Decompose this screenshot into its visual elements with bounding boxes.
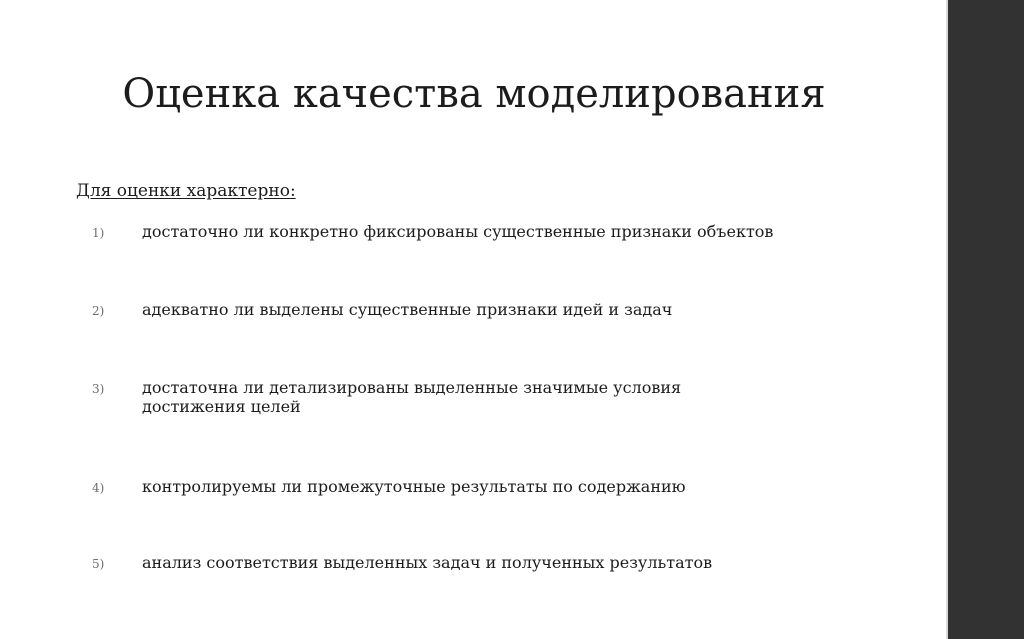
- list-item-number: 4): [92, 481, 105, 495]
- dark-sidebar: [948, 0, 1024, 639]
- list-item-text: контролируемы ли промежуточные результаты по содержанию: [142, 477, 686, 496]
- list-item-text: адекватно ли выделены существенные признаки идей и задач: [142, 300, 673, 319]
- list-item-text: достаточна ли детализированы выделенные значимые условия достижения целей: [142, 378, 682, 416]
- list-item-number: 1): [92, 226, 105, 240]
- slide-subtitle: Для оценки характерно:: [76, 181, 296, 201]
- list-item-text: анализ соответствия выделенных задач и полученных результатов: [142, 553, 713, 572]
- list-item-text: достаточно ли конкретно фиксированы существенные признаки объектов: [142, 222, 774, 241]
- list-item-number: 5): [92, 557, 105, 571]
- list-item-number: 3): [92, 382, 105, 396]
- slide-title: Оценка качества моделирования: [122, 71, 826, 117]
- list-item-number: 2): [92, 304, 105, 318]
